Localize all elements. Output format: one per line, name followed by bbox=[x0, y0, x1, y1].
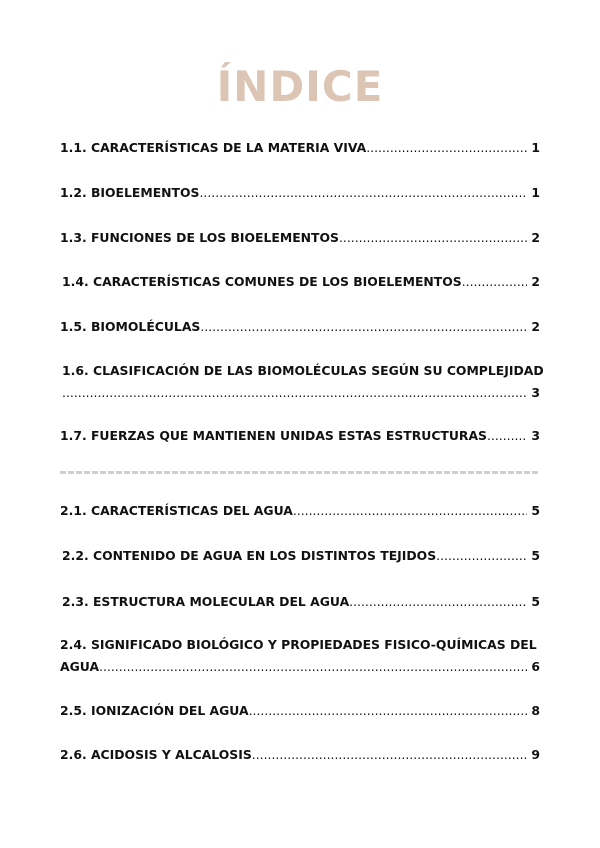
dot-leader bbox=[366, 137, 527, 159]
dot-leader bbox=[462, 271, 528, 293]
dot-leader bbox=[436, 545, 527, 567]
toc-entry[interactable] bbox=[60, 227, 540, 249]
toc-entry[interactable] bbox=[60, 425, 540, 447]
toc-entry[interactable] bbox=[62, 591, 540, 613]
toc-entry-page: 2 bbox=[531, 230, 540, 245]
toc-entry-label: 2.4. SIGNIFICADO BIOLÓGICO Y PROPIEDADES FISICO-QUÍMICAS DEL bbox=[60, 637, 537, 652]
dot-leader bbox=[293, 500, 528, 522]
toc-entry-page: 8 bbox=[531, 703, 540, 718]
page-title: ÍNDICE bbox=[216, 62, 384, 111]
toc-entry[interactable] bbox=[62, 360, 544, 404]
toc-entry-label-cont: AGUA bbox=[60, 659, 100, 674]
toc-entry-page: 2 bbox=[531, 319, 540, 334]
toc-entry-page: 2 bbox=[531, 274, 540, 289]
toc-entry[interactable] bbox=[62, 545, 540, 567]
toc-entry-label: 1.3. FUNCIONES DE LOS BIOELEMENTOS bbox=[60, 230, 339, 245]
section-divider bbox=[60, 471, 538, 474]
dot-leader bbox=[249, 700, 528, 722]
toc-entry-label: 1.5. BIOMOLÉCULAS bbox=[60, 319, 201, 334]
toc-entry-label: 1.7. FUERZAS QUE MANTIENEN UNIDAS ESTAS ESTRUCTURAS bbox=[60, 428, 487, 443]
toc-entry-label: 2.1. CARACTERÍSTICAS DEL AGUA bbox=[60, 503, 293, 518]
toc-entry[interactable] bbox=[60, 500, 540, 522]
dot-leader bbox=[252, 744, 528, 766]
toc-entry[interactable] bbox=[62, 271, 540, 293]
toc-entry-label: 1.4. CARACTERÍSTICAS COMUNES DE LOS BIOELEMENTOS bbox=[62, 274, 462, 289]
toc-entry[interactable] bbox=[60, 634, 540, 678]
toc-entry-label: 2.6. ACIDOSIS Y ALCALOSIS bbox=[60, 747, 252, 762]
toc-entry[interactable] bbox=[60, 744, 540, 766]
toc-entry-page: 5 bbox=[531, 594, 540, 609]
toc-entry-page: 5 bbox=[531, 548, 540, 563]
toc-entry[interactable] bbox=[60, 700, 540, 722]
toc-entry-page: 3 bbox=[531, 428, 540, 443]
toc-entry-page: 5 bbox=[531, 503, 540, 518]
toc-entry-label: 2.5. IONIZACIÓN DEL AGUA bbox=[60, 703, 249, 718]
dot-leader bbox=[339, 227, 527, 249]
toc-entry-page: 3 bbox=[531, 385, 540, 400]
dot-leader bbox=[199, 182, 527, 204]
toc-entry-label: 1.6. CLASIFICACIÓN DE LAS BIOMOLÉCULAS SEGÚN SU COMPLEJIDAD bbox=[62, 363, 544, 378]
toc-entry-page: 9 bbox=[531, 747, 540, 762]
toc-entry[interactable] bbox=[60, 137, 540, 159]
toc-entry[interactable] bbox=[60, 182, 540, 204]
toc-entry-label: 2.3. ESTRUCTURA MOLECULAR DEL AGUA bbox=[62, 594, 350, 609]
dot-leader bbox=[349, 591, 527, 613]
dot-leader bbox=[99, 656, 527, 678]
dot-leader bbox=[487, 425, 527, 447]
toc-entry-page: 1 bbox=[531, 185, 540, 200]
toc-entry-label: 2.2. CONTENIDO DE AGUA EN LOS DISTINTOS TEJIDOS bbox=[62, 548, 437, 563]
dot-leader bbox=[200, 316, 527, 338]
toc-entry-label: 1.2. BIOELEMENTOS bbox=[60, 185, 200, 200]
toc-entry[interactable] bbox=[60, 316, 540, 338]
dot-leader bbox=[62, 382, 527, 404]
toc-entry-label: 1.1. CARACTERÍSTICAS DE LA MATERIA VIVA bbox=[60, 140, 367, 155]
toc-entry-page: 6 bbox=[531, 659, 540, 674]
toc-entry-page: 1 bbox=[531, 140, 540, 155]
